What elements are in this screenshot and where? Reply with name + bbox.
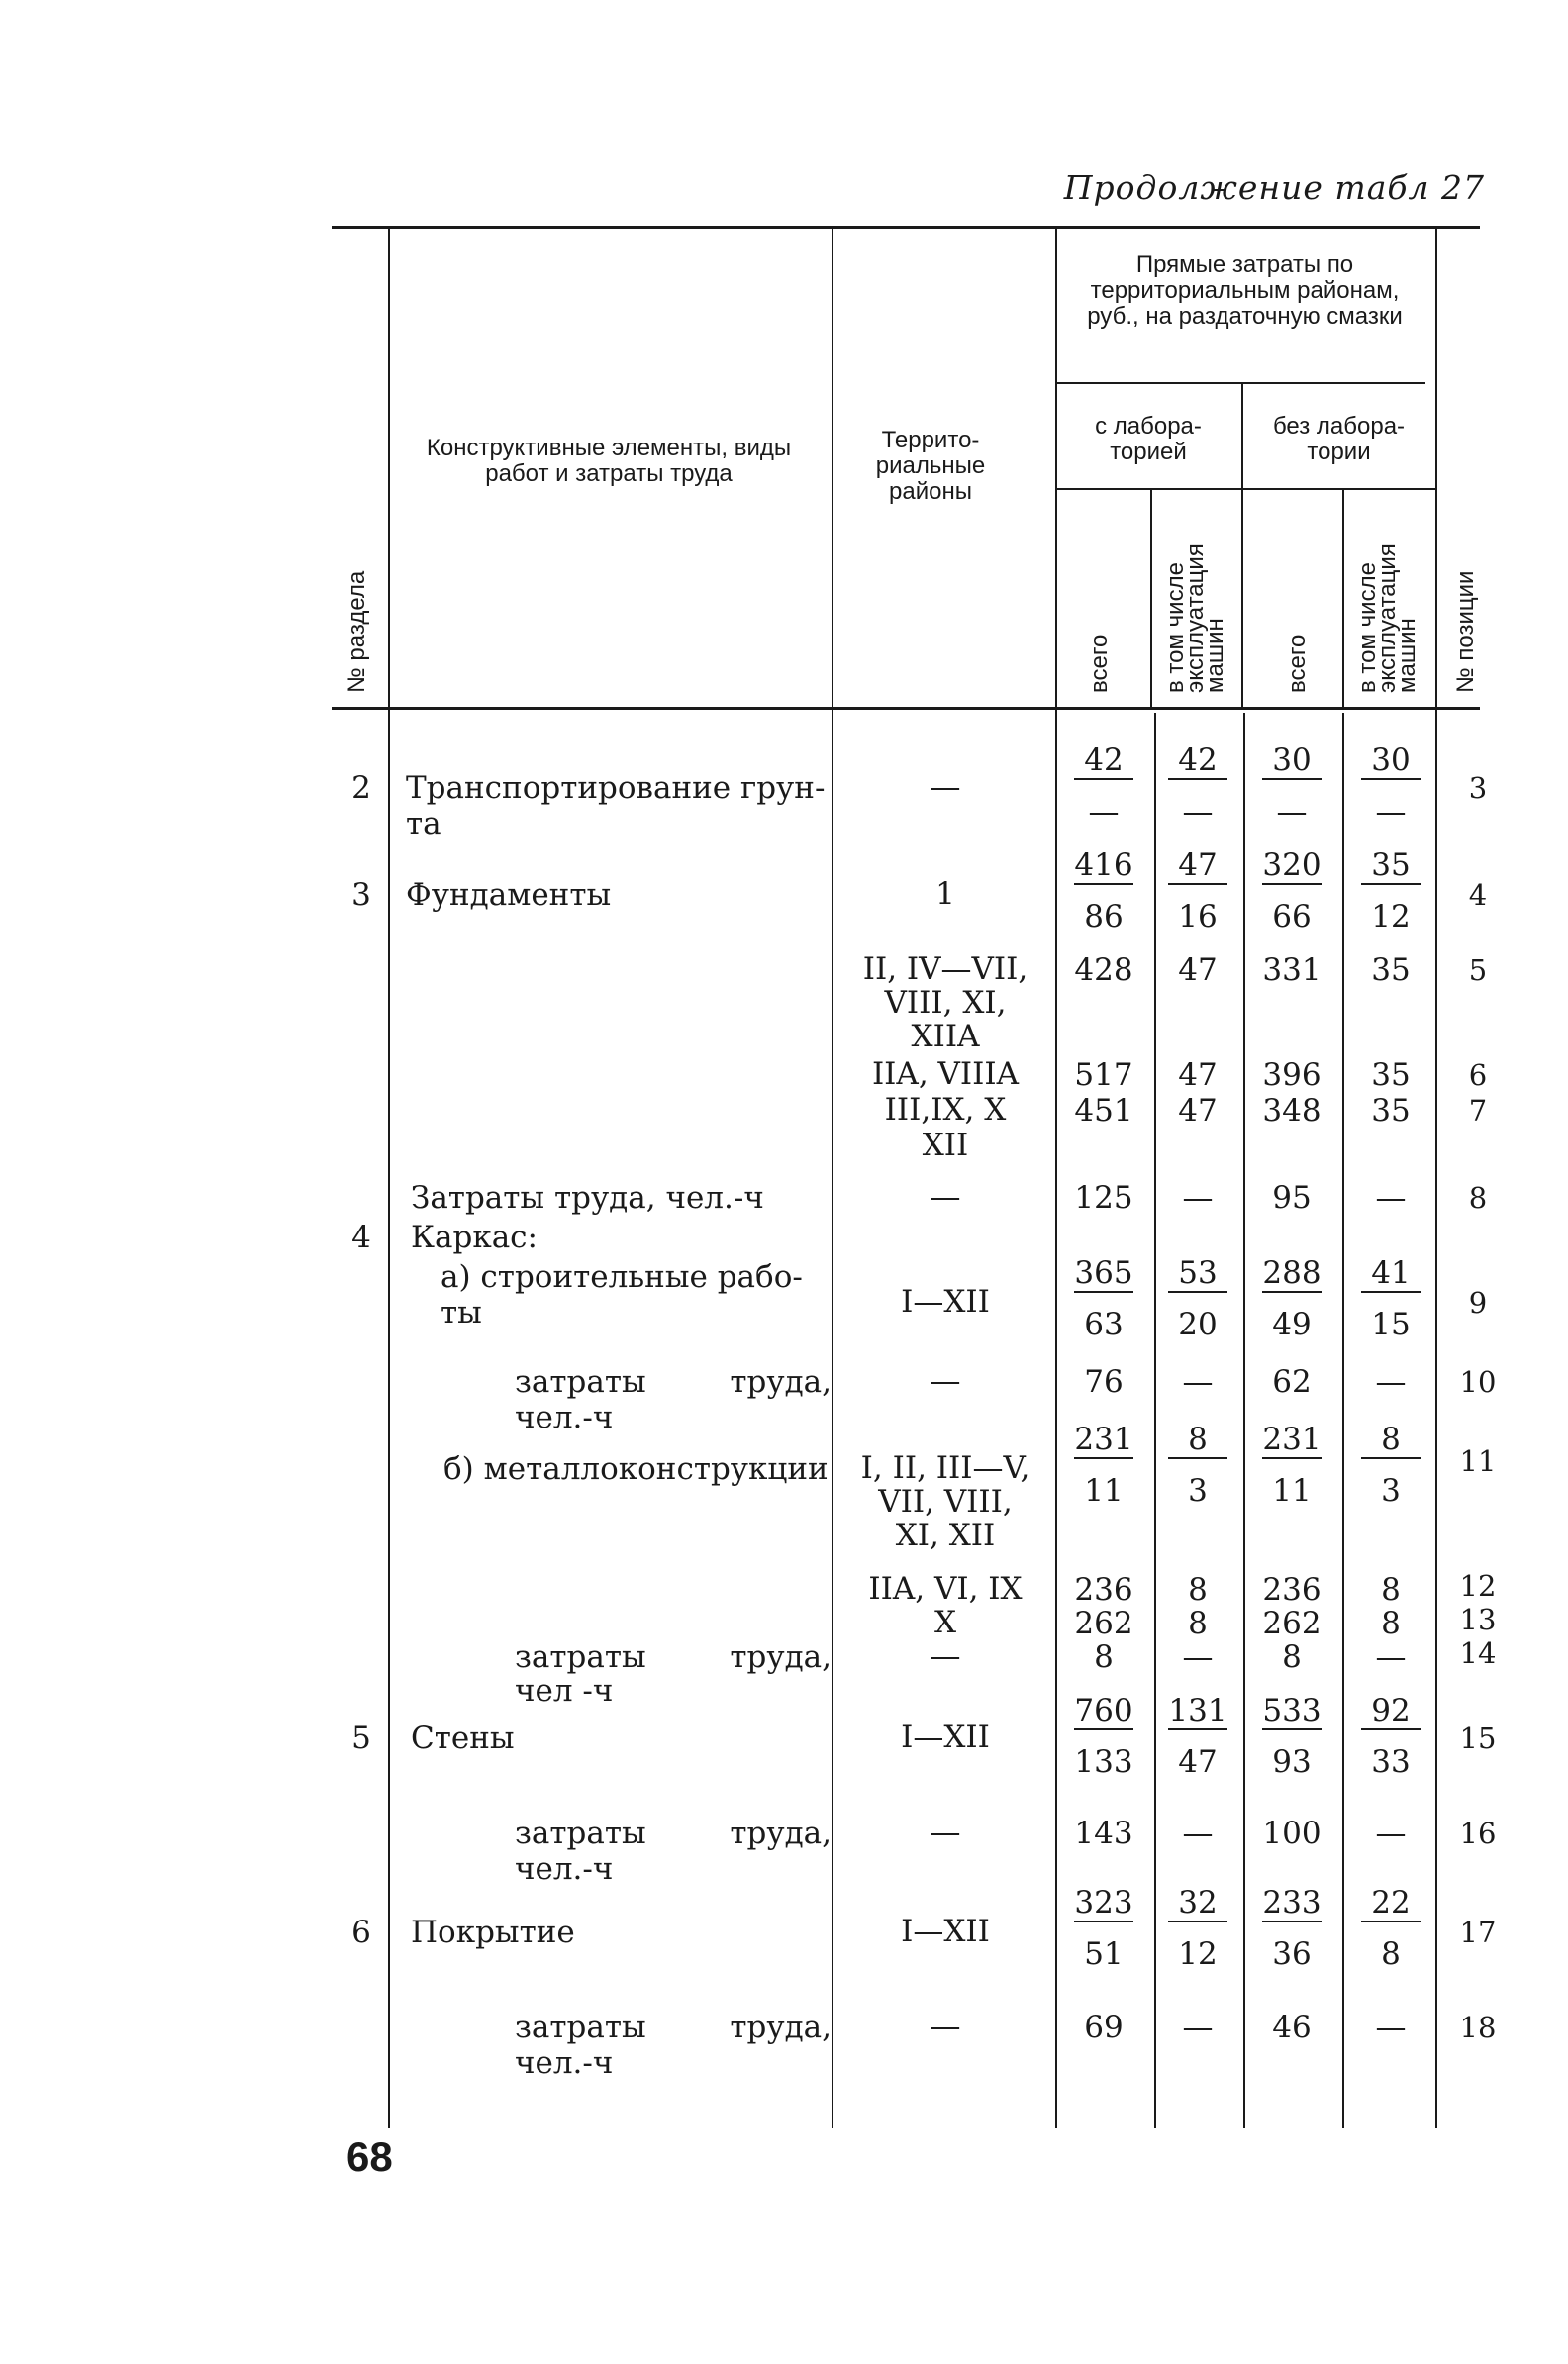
header-elements: Конструктивные элементы, виды работ и затраты труда [426, 435, 792, 487]
value-cell: 8 [1168, 1422, 1227, 1459]
value-cell: — [1375, 1639, 1407, 1675]
value-cell: 11 [1272, 1473, 1312, 1509]
position-no: 10 [1459, 1365, 1497, 1399]
value-cell: 8 [1381, 1606, 1401, 1641]
value-cell: 69 [1084, 2010, 1124, 2045]
column-divider [1342, 489, 1344, 707]
position-no: 11 [1459, 1444, 1497, 1478]
column-divider [1342, 713, 1344, 2128]
row-region: — [930, 2009, 961, 2044]
value-cell: 12 [1178, 1936, 1218, 1972]
row-label: затраты труда, [515, 1364, 832, 1400]
row-region: XII [922, 1128, 969, 1163]
value-cell: 533 [1262, 1693, 1322, 1728]
section-no: 6 [351, 1915, 371, 1950]
column-divider [832, 228, 833, 2128]
section-no: 4 [351, 1220, 371, 1255]
value-cell: 8 [1381, 1936, 1401, 1972]
row-region: I—XII [901, 1914, 990, 1949]
value-cell: 331 [1262, 952, 1322, 988]
row-region: I—XII [901, 1284, 990, 1320]
value-cell: 95 [1272, 1180, 1312, 1216]
value-cell: — [1375, 794, 1407, 830]
value-cell: 41 [1361, 1255, 1421, 1293]
row-label: Покрытие [411, 1915, 575, 1950]
column-divider [1435, 228, 1437, 2128]
value-cell: 49 [1272, 1307, 1312, 1342]
value-cell: 143 [1074, 1816, 1133, 1851]
value-cell: 35 [1371, 1093, 1411, 1129]
column-divider [388, 228, 390, 2128]
row-label: Фундаменты [406, 877, 612, 913]
position-no: 8 [1468, 1181, 1488, 1215]
column-divider [1055, 228, 1057, 2128]
row-region: IIA, VIIIA [871, 1056, 1020, 1092]
value-cell: 233 [1262, 1885, 1322, 1921]
header-direct-costs: Прямые затраты по территориальным районам, руб., на раздаточную смазки [1087, 251, 1403, 330]
value-cell: — [1182, 2010, 1214, 2045]
header-section-no: № раздела [343, 570, 370, 693]
row-region: X [933, 1605, 957, 1640]
value-cell: 760 [1074, 1693, 1133, 1728]
row-label: б) металлоконструкции [443, 1451, 829, 1487]
value-cell: 3 [1381, 1473, 1401, 1509]
column-divider [1243, 713, 1245, 2128]
value-cell: 231 [1262, 1422, 1322, 1457]
row-label: чел -ч [515, 1673, 614, 1709]
row-label: затраты труда, [515, 1816, 832, 1851]
value-cell: 451 [1074, 1093, 1133, 1129]
value-cell: 47 [1168, 847, 1227, 885]
value-cell: 8 [1282, 1639, 1302, 1675]
value-cell: 236 [1074, 1572, 1133, 1608]
value-cell: 62 [1272, 1364, 1312, 1400]
value-cell: 47 [1178, 1744, 1218, 1780]
value-cell: 53 [1168, 1255, 1227, 1293]
row-region: — [930, 769, 961, 805]
header-without-lab: без лабора-тории [1272, 413, 1406, 465]
value-cell: 36 [1272, 1936, 1312, 1972]
value-cell: 42 [1074, 742, 1133, 780]
value-cell: — [1375, 1180, 1407, 1216]
value-cell: 3 [1188, 1473, 1208, 1509]
value-cell: 262 [1262, 1606, 1322, 1641]
value-cell: 236 [1262, 1572, 1322, 1608]
row-label: Затраты труда, чел.-ч [411, 1180, 764, 1216]
header-total-without-lab: всего [1284, 634, 1311, 693]
row-label: Каркас: [411, 1220, 538, 1255]
value-cell: 93 [1272, 1744, 1312, 1780]
value-cell: 262 [1074, 1606, 1133, 1641]
position-no: 3 [1468, 771, 1488, 805]
header-incl-machines-with-lab: в том числе эксплуатация машин [1162, 543, 1228, 693]
row-label: чел.-ч [515, 1851, 614, 1887]
position-no: 12 [1459, 1569, 1497, 1603]
value-cell: — [1182, 1180, 1214, 1216]
value-cell: 12 [1371, 899, 1411, 935]
value-cell: 131 [1168, 1693, 1227, 1728]
value-cell: 428 [1074, 952, 1133, 988]
row-region: IIA, VI, IX [868, 1571, 1023, 1607]
row-label: затраты труда, [515, 2010, 832, 2045]
header-with-lab: с лабора-торией [1095, 413, 1202, 465]
value-cell: 47 [1178, 1093, 1218, 1129]
value-cell: — [1182, 794, 1214, 830]
value-cell: 15 [1371, 1307, 1411, 1342]
row-label: чел.-ч [515, 1400, 614, 1435]
table-continuation-caption: Продолжение табл 27 [1063, 168, 1485, 207]
row-region: — [930, 1638, 961, 1674]
table-top-rule [332, 226, 1480, 229]
section-no: 5 [351, 1721, 371, 1756]
row-label: Транспортирование грун- [406, 770, 826, 806]
page-number: 68 [346, 2133, 393, 2180]
value-cell: 30 [1361, 742, 1421, 780]
value-cell: 8 [1188, 1572, 1208, 1608]
value-cell: — [1182, 1639, 1214, 1675]
value-cell: 35 [1371, 952, 1411, 988]
value-cell: 30 [1262, 742, 1322, 780]
row-region: III,IX, X [884, 1092, 1007, 1128]
value-cell: 231 [1074, 1422, 1133, 1457]
value-cell: 22 [1361, 1885, 1421, 1922]
value-cell: — [1182, 1816, 1214, 1851]
value-cell: 35 [1371, 1057, 1411, 1093]
row-label: Стены [411, 1721, 515, 1756]
value-cell: 11 [1084, 1473, 1124, 1509]
header-bottom-rule [332, 707, 1480, 710]
value-cell: 365 [1074, 1255, 1133, 1291]
value-cell: 47 [1178, 1057, 1218, 1093]
value-cell: 8 [1381, 1572, 1401, 1608]
lab-subheader-divider [1057, 488, 1435, 490]
row-label: чел.-ч [515, 2045, 614, 2081]
value-cell: 8 [1188, 1606, 1208, 1641]
row-region: XIIA [911, 1019, 980, 1054]
column-divider [1241, 382, 1243, 707]
row-label: ты [441, 1295, 482, 1330]
value-cell: — [1375, 1364, 1407, 1400]
value-cell: 63 [1084, 1307, 1124, 1342]
value-cell: 133 [1074, 1744, 1133, 1780]
section-no: 2 [351, 770, 371, 806]
position-no: 16 [1459, 1817, 1497, 1850]
position-no: 15 [1459, 1722, 1497, 1755]
value-cell: 51 [1084, 1936, 1124, 1972]
row-label: а) строительные рабо- [441, 1259, 803, 1295]
value-cell: — [1375, 2010, 1407, 2045]
value-cell: 76 [1084, 1364, 1124, 1400]
value-cell: — [1276, 794, 1308, 830]
value-cell: 92 [1361, 1693, 1421, 1730]
position-no: 13 [1459, 1603, 1497, 1636]
row-region: VII, VIII, [878, 1484, 1013, 1520]
position-no: 14 [1459, 1636, 1497, 1670]
value-cell: — [1088, 794, 1120, 830]
row-region: I, II, III—V, [860, 1450, 1030, 1486]
value-cell: 8 [1094, 1639, 1114, 1675]
value-cell: 8 [1361, 1422, 1421, 1459]
position-no: 5 [1468, 953, 1488, 987]
value-cell: 348 [1262, 1093, 1322, 1129]
value-cell: 320 [1262, 847, 1322, 883]
row-region: — [930, 1363, 961, 1399]
value-cell: 42 [1168, 742, 1227, 780]
position-no: 7 [1468, 1094, 1488, 1128]
value-cell: 517 [1074, 1057, 1133, 1093]
value-cell: 20 [1178, 1307, 1218, 1342]
value-cell: 396 [1262, 1057, 1322, 1093]
value-cell: 16 [1178, 899, 1218, 935]
header-total-with-lab: всего [1086, 634, 1113, 693]
value-cell: 66 [1272, 899, 1312, 935]
row-region: — [930, 1179, 961, 1215]
value-cell: 32 [1168, 1885, 1227, 1922]
value-cell: 416 [1074, 847, 1133, 883]
value-cell: 125 [1074, 1180, 1133, 1216]
value-cell: — [1375, 1816, 1407, 1851]
value-cell: 33 [1371, 1744, 1411, 1780]
value-cell: 46 [1272, 2010, 1312, 2045]
row-region: — [930, 1815, 961, 1850]
value-cell: 86 [1084, 899, 1124, 935]
row-label: та [406, 806, 441, 841]
value-cell: — [1182, 1364, 1214, 1400]
position-no: 18 [1459, 2011, 1497, 2044]
row-region: I—XII [901, 1720, 990, 1755]
value-cell: 35 [1361, 847, 1421, 885]
value-cell: 47 [1178, 952, 1218, 988]
row-region: II, IV—VII, [862, 951, 1029, 987]
column-divider [1150, 489, 1152, 707]
value-cell: 100 [1262, 1816, 1322, 1851]
position-no: 17 [1459, 1916, 1497, 1949]
header-position-no: № позиции [1452, 570, 1479, 693]
row-region: VIII, XI, [884, 985, 1007, 1021]
section-no: 3 [351, 877, 371, 913]
value-cell: 323 [1074, 1885, 1133, 1921]
value-cell: 288 [1262, 1255, 1322, 1291]
row-label: затраты труда, [515, 1639, 832, 1675]
header-regions: Террито-риальные районы [875, 427, 986, 505]
column-divider [1154, 713, 1156, 2128]
position-no: 4 [1468, 878, 1488, 912]
row-region: 1 [935, 876, 955, 912]
header-incl-machines-without-lab: в том числе эксплуатация машин [1354, 543, 1421, 693]
position-no: 9 [1468, 1286, 1488, 1320]
position-no: 6 [1468, 1058, 1488, 1092]
row-region: XI, XII [895, 1518, 996, 1553]
